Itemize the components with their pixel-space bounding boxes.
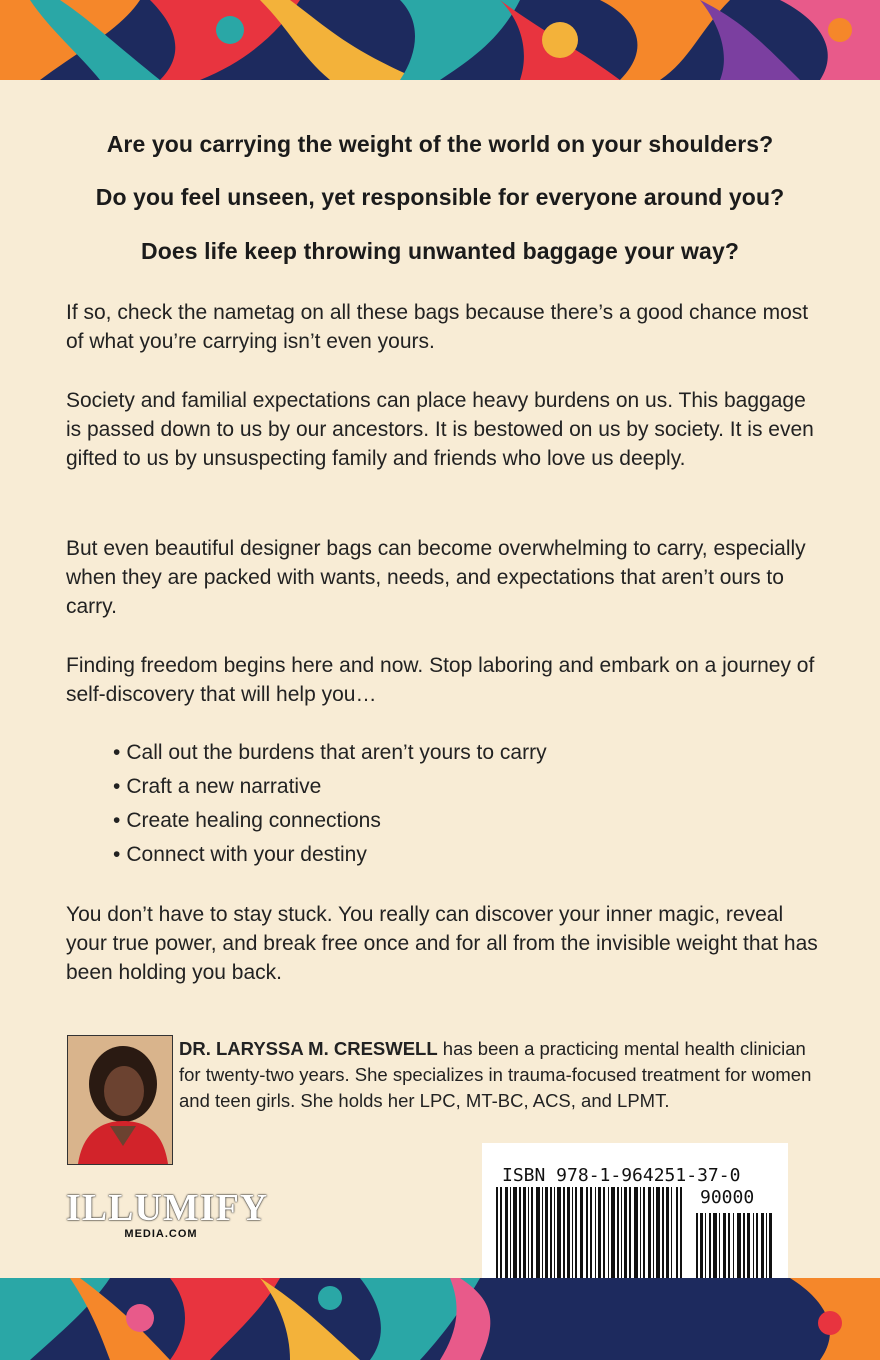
list-item: • Create healing connections bbox=[113, 806, 547, 840]
publisher-name: ILLUMIFY bbox=[66, 1187, 269, 1229]
top-decorative-band bbox=[0, 0, 880, 80]
price-code: 90000 bbox=[700, 1187, 755, 1208]
author-bio bbox=[179, 1036, 819, 1114]
list-item: • Call out the burdens that aren’t yours to carry bbox=[113, 738, 547, 772]
paragraph-closing: You don’t have to stay stuck. You really can discover your inner magic, reveal your true power, and break free once and for all from the invisible weight that has been holding you back. bbox=[66, 903, 818, 984]
list-item: • Craft a new narrative bbox=[113, 772, 547, 806]
paragraph-designer-bags: But even beautiful designer bags can become overwhelming to carry, especially when they are packed with wants, needs, and expectations that aren’t ours to carry. bbox=[66, 537, 806, 618]
isbn-label: ISBN 978-1-964251-37-0 bbox=[502, 1165, 741, 1186]
author-name: DR. LARYSSA M. CRESWELL bbox=[179, 1038, 438, 1059]
publisher-logo bbox=[66, 1187, 269, 1240]
author-bio-text: has been a practicing mental health clinician for twenty-two years. She specializes in trauma-focused treatment for women and teen girls. She holds her LPC, MT-BC, ACS, and LPMT. bbox=[179, 1038, 812, 1111]
bottom-decorative-band bbox=[0, 1278, 880, 1360]
benefits-list bbox=[113, 738, 547, 874]
paragraph-freedom: Finding freedom begins here and now. Stop laboring and embark on a journey of self-discovery that will help you… bbox=[66, 654, 815, 706]
author-photo bbox=[67, 1035, 173, 1165]
headline-question-2: Do you feel unseen, yet responsible for everyone around you? bbox=[95, 184, 785, 210]
publisher-url: MEDIA.COM bbox=[124, 1228, 198, 1240]
list-item: • Connect with your destiny bbox=[113, 840, 547, 874]
paragraph-society: Society and familial expectations can place heavy burdens on us. This baggage is passed down to us by our ancestors. It is bestowed on us by society. It is even gifted to us by unsuspecting family and friends who love us deeply. bbox=[66, 389, 814, 470]
headline-question-1: Are you carrying the weight of the world on your shoulders? bbox=[106, 131, 774, 157]
headline-question-3: Does life keep throwing unwanted baggage your way? bbox=[141, 238, 739, 264]
paragraph-intro: If so, check the nametag on all these bags because there’s a good chance most of what you’re carrying isn’t even yours. bbox=[66, 301, 809, 353]
